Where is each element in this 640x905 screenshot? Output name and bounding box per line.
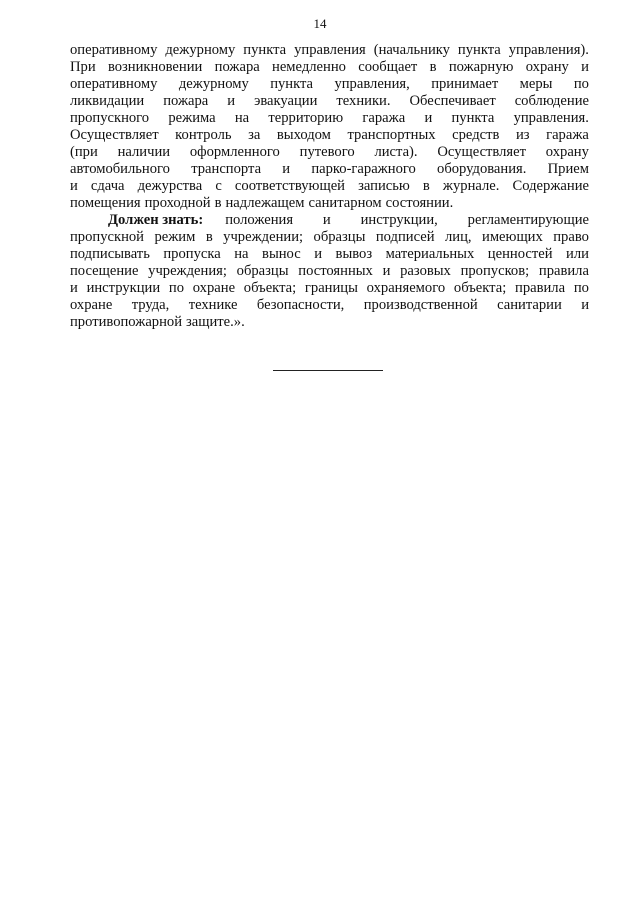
word: состоянии. xyxy=(385,195,454,211)
word: Осуществляет xyxy=(437,144,526,160)
word: регламентирующие xyxy=(467,212,589,228)
word: и xyxy=(70,178,78,194)
paragraph-duties xyxy=(70,42,589,212)
word: и xyxy=(70,280,78,296)
word: право xyxy=(553,229,589,245)
text-line xyxy=(70,212,589,229)
word: охрану xyxy=(545,144,589,160)
word: охране xyxy=(192,280,236,296)
word: записью xyxy=(358,178,410,194)
word: средств xyxy=(452,127,500,143)
word: положения xyxy=(225,212,294,228)
text-line xyxy=(70,297,589,314)
word: пропусков; xyxy=(460,263,530,279)
word: автомобильного xyxy=(70,161,170,177)
word: пропускной xyxy=(70,229,144,245)
word: охране xyxy=(70,297,113,313)
paragraph-must-know xyxy=(70,212,589,331)
word: и xyxy=(282,161,291,177)
word: охраняемого xyxy=(366,280,446,296)
word: инструкции, xyxy=(360,212,438,228)
word: листа). xyxy=(374,144,418,160)
word: техники. xyxy=(336,93,391,109)
word: в xyxy=(429,59,437,75)
word: охрану xyxy=(525,59,569,75)
word: и xyxy=(581,59,589,75)
word: противопожарной xyxy=(70,314,183,330)
word: дежурному xyxy=(178,76,249,92)
word: защите.». xyxy=(186,314,245,330)
word: управления). xyxy=(508,42,589,58)
word: вынос xyxy=(262,246,301,262)
text-line xyxy=(70,59,589,76)
word: и xyxy=(581,297,589,313)
word: по xyxy=(573,76,589,92)
text-line xyxy=(70,42,589,59)
word: производственной xyxy=(363,297,478,313)
word: пропуска xyxy=(163,246,221,262)
word: транспорта xyxy=(191,161,262,177)
word: и xyxy=(227,93,236,109)
word: сообщает xyxy=(358,59,418,75)
word: журнале. xyxy=(442,178,500,194)
word: гаража xyxy=(546,127,589,143)
text-line xyxy=(70,127,589,144)
word: надлежащем xyxy=(225,195,305,211)
word: выходом xyxy=(276,127,331,143)
word: на xyxy=(234,246,249,262)
body-text xyxy=(70,42,589,331)
word: на xyxy=(234,110,250,126)
word: оперативному xyxy=(70,76,158,92)
word: наличии xyxy=(117,144,171,160)
word: управления, xyxy=(334,76,410,92)
word: управления. xyxy=(513,110,589,126)
word: труда, xyxy=(131,297,170,313)
word: территорию xyxy=(268,110,344,126)
text-line xyxy=(70,195,589,212)
word: пункта xyxy=(243,42,287,58)
word: лиц, xyxy=(445,229,472,245)
word: соблюдение xyxy=(514,93,589,109)
word: разовых xyxy=(400,263,451,279)
word: Прием xyxy=(547,161,589,177)
text-line xyxy=(70,314,589,331)
text-line xyxy=(70,246,589,263)
word: оформленного xyxy=(189,144,280,160)
word: гаража xyxy=(362,110,406,126)
word: инструкции xyxy=(86,280,161,296)
word: и xyxy=(314,246,323,262)
word: санитарии xyxy=(497,297,562,313)
word: материальных xyxy=(385,246,475,262)
word: в xyxy=(205,229,213,245)
word: по xyxy=(573,280,589,296)
word: образцы xyxy=(313,229,366,245)
word: Обеспечивает xyxy=(409,93,496,109)
word: с xyxy=(215,178,222,194)
word: немедленно xyxy=(272,59,346,75)
word: за xyxy=(248,127,261,143)
word: границы xyxy=(304,280,358,296)
word: и xyxy=(382,263,391,279)
word: принимает xyxy=(431,76,499,92)
word: ценностей xyxy=(487,246,553,262)
word: безопасности, xyxy=(256,297,345,313)
word: оборудования. xyxy=(437,161,527,177)
text-line xyxy=(70,76,589,93)
text-line-rest xyxy=(225,212,589,229)
word: санитарном xyxy=(308,195,382,211)
word: пожарную xyxy=(448,59,514,75)
word: пункта xyxy=(270,76,314,92)
word: транспортных xyxy=(347,127,436,143)
text-line xyxy=(70,144,589,161)
word: объекта; xyxy=(453,280,507,296)
word: дежурному xyxy=(165,42,236,58)
word: в xyxy=(214,195,222,211)
word: режима xyxy=(168,110,216,126)
word: вывоз xyxy=(335,246,373,262)
word: правила xyxy=(538,263,589,279)
word: помещения xyxy=(70,195,141,211)
word: дежурства xyxy=(137,178,203,194)
word: контроль xyxy=(175,127,232,143)
text-line xyxy=(70,93,589,110)
word: При xyxy=(70,59,96,75)
page-number: 14 xyxy=(313,16,327,31)
word: возникновении xyxy=(107,59,203,75)
word: (начальнику xyxy=(373,42,450,58)
word: оперативному xyxy=(70,42,158,58)
word: учреждения; xyxy=(148,263,227,279)
word: и xyxy=(424,110,433,126)
word: объекта; xyxy=(243,280,297,296)
word: Содержание xyxy=(512,178,589,194)
word: ликвидации xyxy=(70,93,145,109)
word: управления xyxy=(294,42,366,58)
text-line xyxy=(70,110,589,127)
text-line xyxy=(70,263,589,280)
text-line xyxy=(70,280,589,297)
word: образцы xyxy=(236,263,289,279)
word: технике xyxy=(188,297,238,313)
word: парко-гаражного xyxy=(311,161,416,177)
text-line xyxy=(70,161,589,178)
word: меры xyxy=(519,76,553,92)
word: имеющих xyxy=(482,229,543,245)
word: пункта xyxy=(451,110,495,126)
word: эвакуации xyxy=(254,93,318,109)
word: посещение xyxy=(70,263,139,279)
word: пожара xyxy=(214,59,260,75)
word: пункта xyxy=(457,42,501,58)
must-know-heading: Должен знать: xyxy=(108,212,204,228)
word: подписывать xyxy=(70,246,150,262)
word: соответствующей xyxy=(234,178,345,194)
word: и xyxy=(322,212,331,228)
word: из xyxy=(515,127,530,143)
word: режим xyxy=(154,229,196,245)
word: пожара xyxy=(163,93,209,109)
word: правила xyxy=(515,280,566,296)
word: пропускного xyxy=(70,110,150,126)
word: или xyxy=(566,246,589,262)
text-line xyxy=(70,229,589,246)
word: учреждении; xyxy=(223,229,304,245)
word: (при xyxy=(70,144,98,160)
word: Осуществляет xyxy=(70,127,159,143)
text-line xyxy=(70,178,589,195)
end-of-text-rule xyxy=(273,370,383,371)
word: подписей xyxy=(375,229,435,245)
word: путевого xyxy=(299,144,355,160)
word: сдача xyxy=(90,178,125,194)
word: по xyxy=(168,280,184,296)
word: проходной xyxy=(144,195,211,211)
word: постоянных xyxy=(298,263,373,279)
word: в xyxy=(422,178,430,194)
